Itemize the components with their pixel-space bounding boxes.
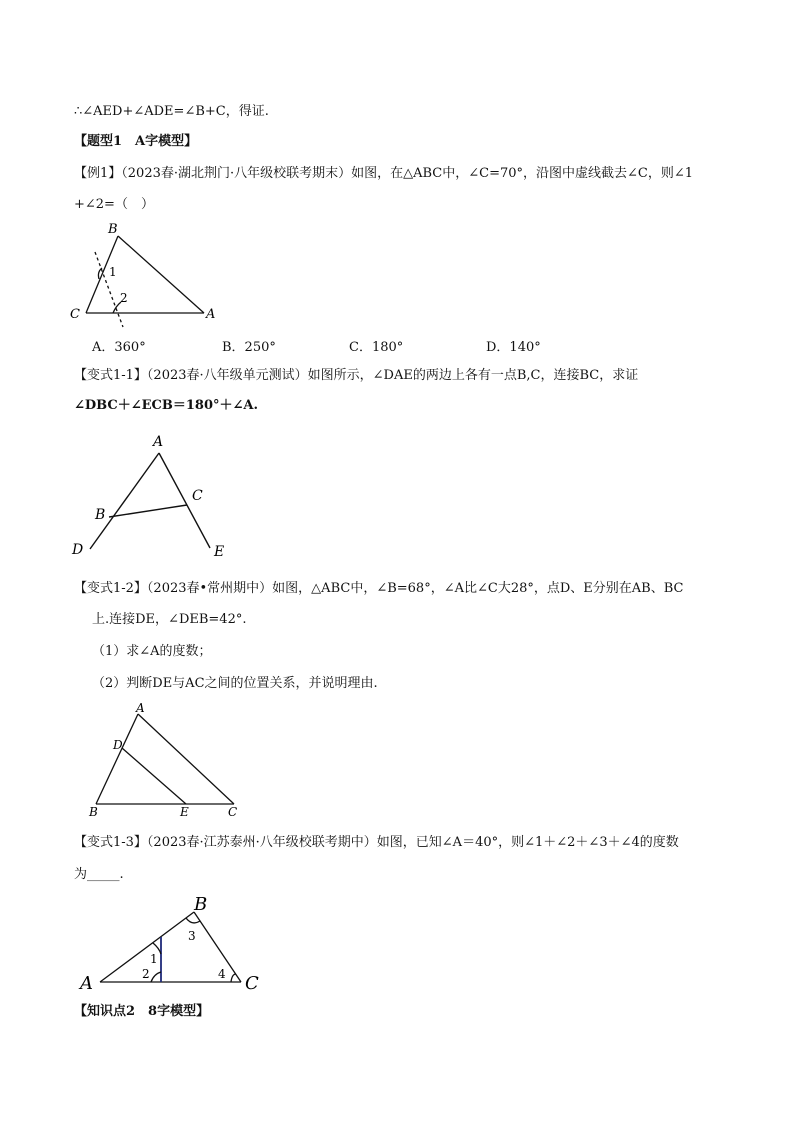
fig2-label-b: B: [95, 507, 106, 523]
fig1-label-a: A: [206, 307, 216, 322]
fig2-label-c: C: [192, 488, 203, 504]
fig4-label-3: 3: [188, 929, 196, 943]
fig3-side-ab: [96, 714, 138, 804]
conclusion-line: ∴∠AED+∠ADE=∠B+C，得证.: [74, 104, 269, 119]
variant13-line1: 【变式1-3】（2023春·江苏泰州·八年级校联考期中）如图，已知∠A＝40°，则∠1＋∠2＋∠3＋∠4的度数: [74, 835, 679, 850]
fig4-angle4-arc: [231, 974, 236, 982]
fig2-label-e: E: [214, 544, 225, 560]
variant12-line1: 【变式1-2】（2023春•常州期中）如图，△ABC中，∠B=68°，∠A比∠C大28°，点D、E分别在AB、BC: [74, 581, 684, 596]
fig4-label-1: 1: [150, 952, 158, 966]
fig1-label-c: C: [70, 307, 80, 322]
type1-heading: 【题型1 A字模型】: [74, 134, 198, 149]
knowledge-point2-heading: 【知识点2 8字模型】: [74, 1004, 210, 1019]
example1-line1: 【例1】（2023春·湖北荆门·八年级校联考期末）如图，在△ABC中，∠C=70°，沿图中虚线截去∠C，则∠1: [74, 166, 694, 181]
fig3-segment-de: [122, 748, 186, 804]
fig1-label-2: 2: [120, 291, 128, 305]
variant12-line2: 上.连接DE，∠DEB=42°.: [92, 612, 247, 627]
ex1-option-c: C．180°: [349, 340, 404, 355]
variant13-line2: 为_____.: [74, 867, 124, 882]
fig3-side-ac: [138, 714, 234, 804]
fig4-label-4: 4: [218, 967, 226, 981]
fig1-cut-line: [95, 252, 123, 327]
fig2-label-d: D: [72, 542, 84, 558]
fig1-label-1: 1: [109, 265, 117, 279]
variant12-figure: [84, 700, 259, 825]
variant11-line2: ∠DBC＋∠ECB＝180°＋∠A.: [74, 398, 259, 413]
fig4-angle2-arc: [151, 972, 161, 982]
fig1-label-b: B: [108, 222, 118, 237]
fig3-label-c: C: [228, 805, 238, 819]
fig4-label-a: A: [80, 973, 93, 994]
fig2-label-a: A: [153, 434, 164, 450]
fig3-label-d: D: [113, 738, 123, 752]
fig4-label-c: C: [245, 973, 259, 994]
fig3-label-e: E: [180, 805, 189, 819]
example1-line2: +∠2=（ ）: [74, 197, 154, 212]
ex1-option-d: D．140°: [486, 340, 541, 355]
fig2-ray-ad: [90, 453, 159, 549]
example1-figure: [66, 222, 226, 332]
variant11-line1: 【变式1-1】（2023春·八年级单元测试）如图所示，∠DAE的两边上各有一点B,C，连接BC，求证: [74, 368, 639, 383]
fig4-label-2: 2: [142, 967, 150, 981]
variant12-question1: （1）求∠A的度数；: [92, 644, 212, 659]
variant11-figure: [66, 430, 236, 560]
fig1-side-ba: [118, 236, 204, 313]
fig4-label-b: B: [194, 894, 208, 915]
variant13-figure: [76, 890, 276, 1000]
variant12-question2: （2）判断DE与AC之间的位置关系，并说明理由.: [92, 676, 378, 691]
fig3-label-a: A: [136, 701, 145, 715]
ex1-option-a: A．360°: [92, 340, 146, 355]
fig3-label-b: B: [89, 805, 98, 819]
ex1-option-b: B．250°: [222, 340, 276, 355]
